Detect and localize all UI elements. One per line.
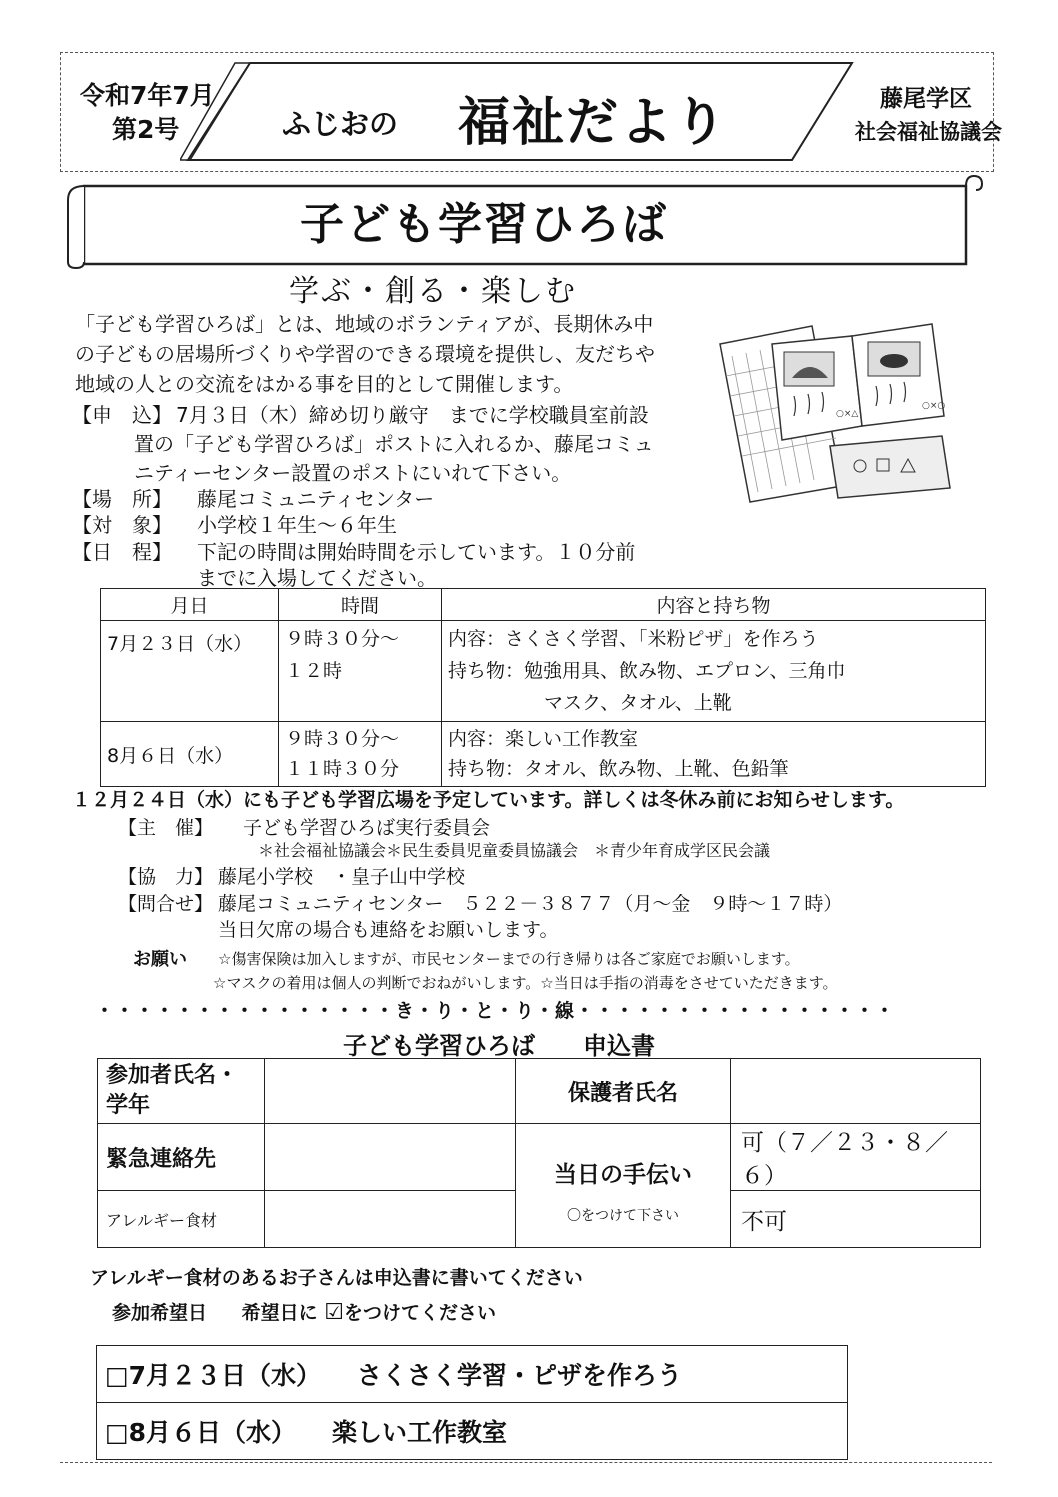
cut-line-label: き・り・と・り・線 <box>395 1000 576 1022</box>
guardian-label: 保護者氏名 <box>516 1059 731 1124</box>
title-small: ふじおの <box>282 107 399 141</box>
help-label: 当日の手伝い <box>554 1162 692 1188</box>
checkbox-checked-icon: ☑ <box>324 1300 345 1325</box>
schedule-header-row <box>101 589 986 621</box>
apply-line-3: ニティーセンター設置のポストにいれて下さい。 <box>134 461 572 485</box>
date-option-title: さくさく学習・ピザを作ろう <box>357 1361 683 1390</box>
help-cell <box>516 1124 731 1248</box>
intro-line-1: 「子ども学習ひろば」とは、地域のボランティアが、長期休み中 <box>75 312 654 336</box>
preference-instruction-end: をつけてください <box>344 1302 497 1324</box>
svg-text:○×△: ○×△ <box>836 409 859 419</box>
contact-note: 当日欠席の場合も連絡をお願いします。 <box>218 919 559 941</box>
schedule-table <box>100 588 986 787</box>
date-option-date: 8月６日（水） <box>128 1418 297 1447</box>
cooperation-value: 藤尾小学校 ・皇子山中学校 <box>218 866 466 888</box>
row-time <box>279 722 442 787</box>
target-value: 小学校１年生～６年生 <box>197 513 397 537</box>
contact-label: 【問合せ】 <box>118 893 214 915</box>
intro-subtitle: 学ぶ・創る・楽しむ <box>289 274 577 309</box>
application-form <box>97 1058 981 1248</box>
org-name-1: 藤尾学区 <box>880 86 972 112</box>
target-label: 【対 象】 <box>72 513 172 537</box>
organizer-label: 【主 催】 <box>118 817 214 839</box>
row-content-line: 内容：さくさく学習、「米粉ピザ」を作ろう <box>448 628 819 650</box>
checkbox-icon[interactable]: □ <box>105 1361 129 1390</box>
help-yes-option[interactable]: 可（７／２３・８／６） <box>731 1124 981 1191</box>
participant-label-cell <box>98 1059 265 1124</box>
intro-line-2: の子どもの居場所づくりや学習のできる環境を提供し、友だちや <box>75 342 655 366</box>
date-option-date: 7月２３日（水） <box>128 1361 322 1390</box>
cut-line <box>95 996 895 1023</box>
date-option-title: 楽しい工作教室 <box>332 1418 508 1447</box>
request-line-1: ☆傷害保険は加入しますが、市民センターまでの行き帰りは各ご家庭でお願いします。 <box>218 950 800 968</box>
preference-label: 参加希望日 <box>112 1302 208 1324</box>
cut-line-dots-right: ・・・・・・・・・・・・・・・・ <box>575 1000 896 1022</box>
help-note: 〇をつけて下さい <box>567 1208 679 1224</box>
row-time-end: １１時３０分 <box>285 758 400 780</box>
svg-text:○×○: ○×○ <box>922 401 946 411</box>
request-line-2: ☆マスクの着用は個人の判断でおねがいします。☆当日は手指の消毒をさせていただきます。 <box>213 974 838 992</box>
newsletter-title: 福祉だより <box>458 93 729 153</box>
schedule-row <box>101 722 986 787</box>
row-content-line: 持ち物：タオル、飲み物、上靴、色鉛筆 <box>448 758 789 780</box>
participant-label: 参加者氏名・ <box>106 1063 239 1088</box>
banner-title: 子ども学習ひろば <box>300 199 668 250</box>
contact-value: 藤尾コミュニティセンター ５２２－３８７７（月～金 ９時～１７時） <box>218 893 843 915</box>
bottom-divider <box>60 1462 992 1463</box>
dates-line-1: 下記の時間は開始時間を示しています。１０分前 <box>197 540 636 564</box>
cut-line-dots-left: ・・・・・・・・・・・・・・・ <box>95 1000 396 1022</box>
participant-name-field[interactable] <box>265 1059 516 1124</box>
issue-number: 第2号 <box>112 115 180 144</box>
dates-line-2: までに入場してください。 <box>197 566 437 590</box>
row-time-start: ９時３０分～ <box>285 628 400 650</box>
allergy-note: アレルギー食材のあるお子さんは申込書に書いてください <box>90 1267 583 1289</box>
issue-date: 令和7年7月 <box>80 81 215 110</box>
row-time <box>279 621 442 722</box>
apply-line-2: 置の「子ども学習ひろば」ポストに入れるか、藤尾コミュ <box>134 432 654 456</box>
row-time-end: １２時 <box>285 660 343 682</box>
preference-line <box>112 1298 496 1325</box>
row-date: 8月６日（水） <box>101 722 279 787</box>
help-no-option[interactable]: 不可 <box>731 1191 981 1248</box>
emergency-contact-field[interactable] <box>265 1124 516 1191</box>
row-content <box>442 722 986 787</box>
place-value: 藤尾コミュニティセンター <box>197 487 435 511</box>
header-date: 月日 <box>101 589 279 621</box>
apply-label: 【申 込】 <box>72 403 172 427</box>
row-time-start: ９時３０分～ <box>285 728 400 750</box>
notebook-illustration <box>712 316 962 506</box>
apply-line-1: 7月３日（木）締め切り厳守 までに学校職員室前設 <box>176 403 649 427</box>
row-content-line: マスク、タオル、上靴 <box>544 692 732 714</box>
cooperation-label: 【協 力】 <box>118 866 214 888</box>
row-content <box>442 621 986 722</box>
row-date: 7月２３日（水） <box>101 621 279 722</box>
december-notice: １２月２４日（水）にも子ども学習広場を予定しています。詳しくは冬休み前にお知らせします。 <box>72 789 905 811</box>
header-content: 内容と持ち物 <box>442 589 986 621</box>
checkbox-icon[interactable]: □ <box>105 1418 129 1447</box>
date-option[interactable] <box>97 1346 848 1403</box>
row-content-line: 内容：楽しい工作教室 <box>448 728 639 750</box>
intro-line-3: 地域の人との交流をはかる事を目的として開催します。 <box>75 372 574 396</box>
org-name-2: 社会福祉協議会 <box>855 120 1002 144</box>
allergy-field[interactable] <box>265 1191 516 1248</box>
header-time: 時間 <box>279 589 442 621</box>
request-label: お願い <box>133 949 187 970</box>
organizer-members: ＊社会福祉協議会＊民生委員児童委員協議会 ＊青少年育成学区民会議 <box>258 841 771 860</box>
preference-instruction: 希望日に <box>241 1302 318 1324</box>
date-choices <box>96 1345 848 1460</box>
emergency-label: 緊急連絡先 <box>98 1124 265 1191</box>
allergy-label: アレルギー食材 <box>98 1191 265 1248</box>
guardian-name-field[interactable] <box>731 1059 981 1124</box>
date-option[interactable] <box>97 1403 848 1460</box>
place-label: 【場 所】 <box>72 487 172 511</box>
row-content-line: 持ち物：勉強用具、飲み物、エプロン、三角巾 <box>448 660 846 682</box>
organizer-value: 子ども学習ひろば実行委員会 <box>243 817 491 839</box>
form-title: 子ども学習ひろば 申込書 <box>343 1032 655 1060</box>
schedule-row <box>101 621 986 722</box>
dates-label: 【日 程】 <box>72 540 172 564</box>
participant-label-grade: 学年 <box>106 1093 151 1118</box>
